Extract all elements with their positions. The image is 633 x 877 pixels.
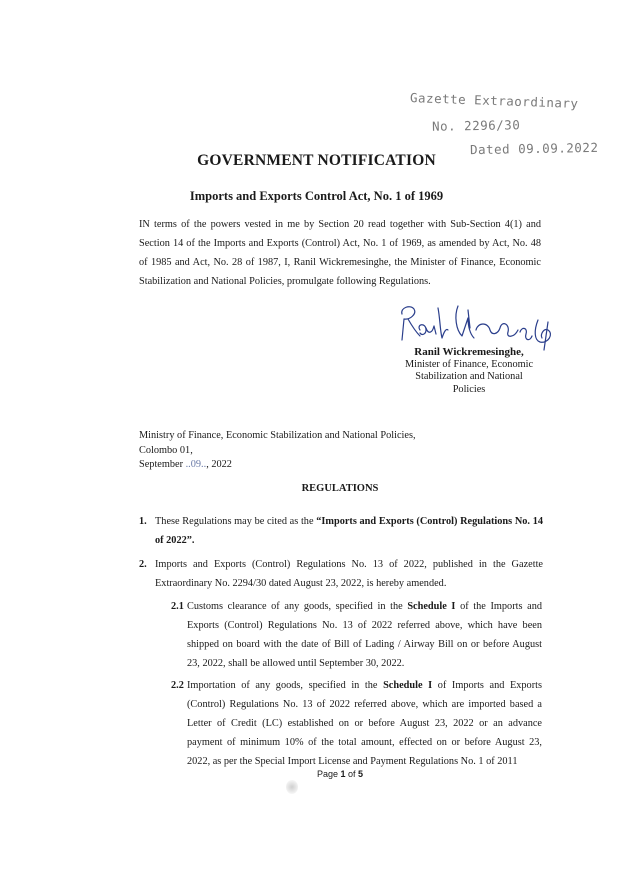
item-text: These Regulations may be cited as the xyxy=(155,516,317,527)
signer-title-line-1: Minister of Finance, Economic xyxy=(404,358,534,370)
date-day-handwritten: ..09.. xyxy=(185,459,207,470)
item-text: of Imports and Exports (Control) Regulations No. 13 of 2022 referred above, which are imported based a Letter of Credit (LC) established on or before August 23, 2022 or an advance payment of minimum 10% of the total amount, effected on or before August 23, 2022, as per the Special Import License and Payment Regulations No. 1 of 2011 xyxy=(187,680,542,767)
signer-block xyxy=(378,346,560,396)
footer-page-total: 5 xyxy=(358,769,364,779)
regulation-item-2: Imports and Exports (Control) Regulations No. 13 of 2022, published in the Gazette Extraordinary No. 2294/30 dated August 23, 2022, is hereby amended. xyxy=(155,559,543,589)
footer-prefix: Page xyxy=(316,769,341,779)
act-subtitle: Imports and Exports Control Act, No. 1 of 1969 xyxy=(189,189,444,203)
item-text: Importation of any goods, specified in the xyxy=(187,680,384,691)
item-bold-text: “Imports and Exports (Control) Regulations No. 14 of 2022”. xyxy=(155,516,543,546)
item-bold-text: Schedule I xyxy=(407,601,456,612)
handwritten-gazette-date: Dated 09.09.2022 xyxy=(469,139,599,158)
page-title: GOVERNMENT NOTIFICATION xyxy=(197,152,436,169)
item-text: of the Imports and Exports (Control) Regulations No. 13 of 2022 referred above, which have been shipped on board with the date of Bill of Lading / Airway Bill on or before August 23, 2022, shall be allowed until September 30, 2022. xyxy=(187,601,543,669)
item-number: 1. xyxy=(139,516,147,527)
signer-title-line-3: Policies xyxy=(452,383,486,395)
footer-middle: of xyxy=(345,769,359,779)
item-text: Customs clearance of any goods, specified in the xyxy=(187,601,408,612)
handwritten-gazette-number: No. 2296/30 xyxy=(431,117,521,134)
intro-paragraph: IN terms of the powers vested in me by Section 20 read together with Sub-Section 4(1) and Section 14 of the Imports and Exports (Control) Act, No. 1 of 1969, as amended by Act, No. 48 of 1985 and Act, No. 28 of 1987, I, Ranil Wickremesinghe, the Minister of Finance, Economic Stabilization and National Policies, promulgate following Regulations. xyxy=(139,219,541,287)
address-date xyxy=(139,458,416,473)
item-number: 2.1 xyxy=(171,601,184,612)
signer-name: Ranil Wickremesinghe, xyxy=(414,346,524,358)
item-bold-text: Schedule I xyxy=(383,680,433,691)
page-footer xyxy=(0,769,633,779)
scan-smudge xyxy=(286,780,298,794)
address-line-1: Ministry of Finance, Economic Stabilization and National Policies, xyxy=(139,430,416,441)
date-suffix: , 2022 xyxy=(206,459,232,470)
regulation-item-1 xyxy=(155,512,543,550)
date-prefix: September xyxy=(139,459,186,470)
handwritten-gazette-label: Gazette Extraordinary xyxy=(409,90,579,111)
ministry-address xyxy=(139,429,416,473)
footer-page-number: 1 xyxy=(340,769,346,779)
address-line-2: Colombo 01, xyxy=(139,444,193,456)
item-number: 2.2 xyxy=(171,680,184,691)
item-number: 2. xyxy=(139,559,147,570)
regulations-heading: REGULATIONS xyxy=(301,483,379,494)
regulation-item-2-2 xyxy=(187,676,542,771)
signer-title-line-2: Stabilization and National xyxy=(415,371,523,382)
regulation-item-2-1 xyxy=(187,597,542,673)
